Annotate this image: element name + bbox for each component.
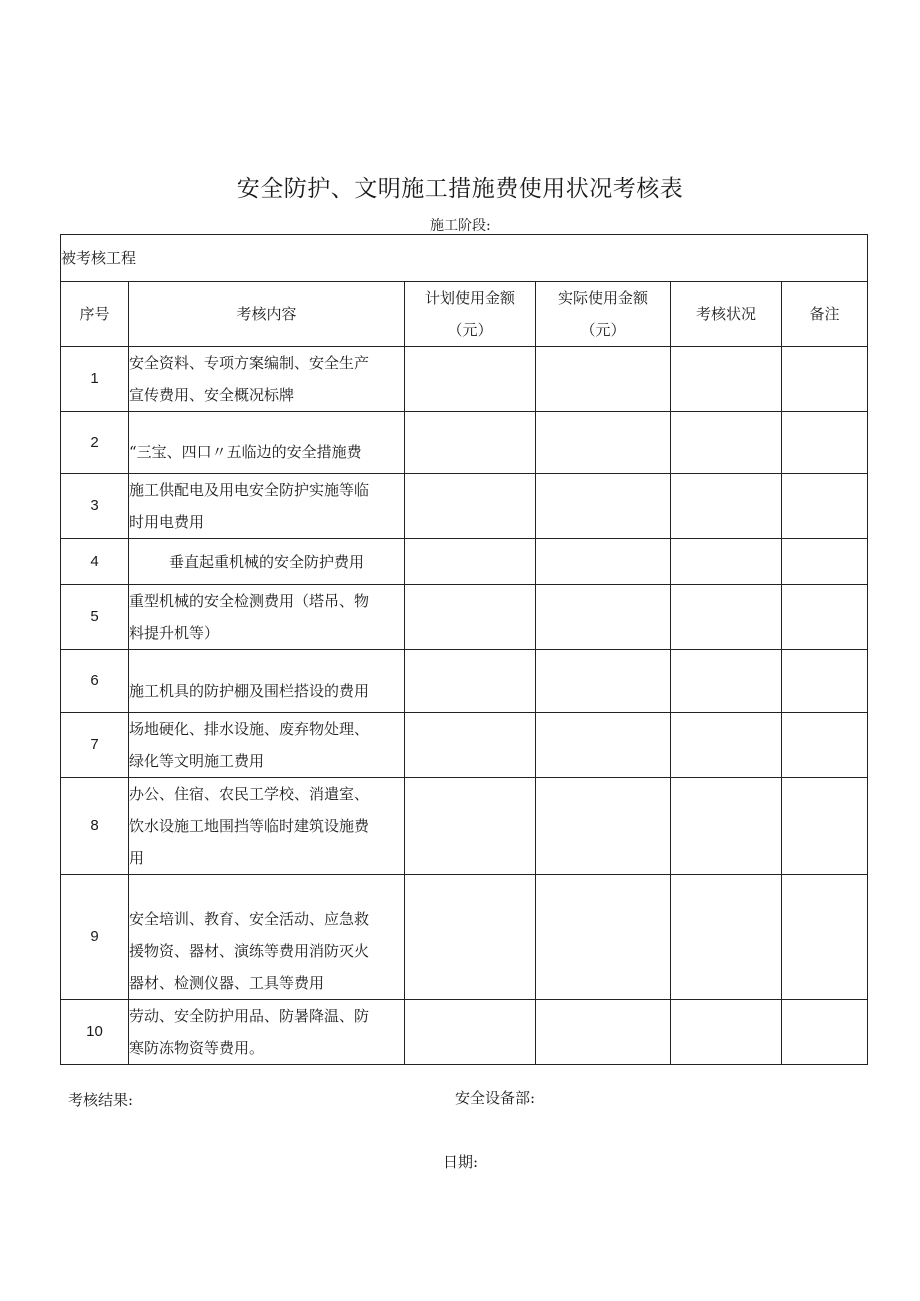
remark-cell[interactable] — [782, 347, 868, 412]
actual-amount-cell[interactable] — [536, 713, 671, 778]
row-content — [129, 539, 405, 585]
row-content — [129, 474, 405, 539]
remark-cell[interactable] — [782, 474, 868, 539]
safety-dept-label: 安全设备部: — [455, 1089, 536, 1107]
planned-amount-cell[interactable] — [405, 347, 536, 412]
actual-amount-cell[interactable] — [536, 585, 671, 650]
row-content-line: 饮水设施工地围挡等临时建筑设施费 — [129, 817, 370, 835]
header-remark: 备注 — [782, 282, 868, 347]
header-actual-line1: 实际使用金额 — [557, 289, 648, 307]
status-cell[interactable] — [671, 778, 782, 875]
row-content — [129, 713, 405, 778]
row-content-line: 垂直起重机械的安全防护费用 — [168, 552, 364, 571]
status-cell[interactable] — [671, 412, 782, 474]
planned-amount-cell[interactable] — [405, 778, 536, 875]
actual-amount-cell[interactable] — [536, 778, 671, 875]
header-seq: 序号 — [61, 282, 129, 347]
row-number: 5 — [61, 585, 129, 650]
planned-amount-cell[interactable] — [405, 713, 536, 778]
table-row — [61, 778, 868, 875]
actual-amount-cell[interactable] — [536, 1000, 671, 1065]
status-cell[interactable] — [671, 539, 782, 585]
row-content-line: “三宝、四口〃五临边的安全措施费 — [129, 443, 362, 461]
status-cell[interactable] — [671, 875, 782, 1000]
row-number: 4 — [61, 539, 129, 585]
row-number: 9 — [61, 875, 129, 1000]
table-row — [61, 539, 868, 585]
remark-cell[interactable] — [782, 412, 868, 474]
row-content-line: 劳动、安全防护用品、防暑降温、防 — [129, 1007, 370, 1025]
row-number: 7 — [61, 713, 129, 778]
row-number: 10 — [61, 1000, 129, 1065]
header-planned-line2: （元） — [447, 321, 493, 339]
row-content-line: 用 — [129, 849, 145, 867]
table-row — [61, 585, 868, 650]
actual-amount-cell[interactable] — [536, 650, 671, 713]
assessment-table — [60, 234, 868, 1065]
actual-amount-cell[interactable] — [536, 539, 671, 585]
construction-stage-label: 施工阶段: — [430, 218, 491, 234]
row-content — [129, 585, 405, 650]
row-content-line: 场地硬化、排水设施、废弃物处理、 — [129, 720, 370, 738]
planned-amount-cell[interactable] — [405, 1000, 536, 1065]
row-content-line: 施工机具的防护棚及围栏搭设的费用 — [129, 682, 370, 700]
table-row — [61, 650, 868, 713]
status-cell[interactable] — [671, 585, 782, 650]
row-content-line: 器材、检测仪器、工具等费用 — [129, 974, 325, 992]
project-row — [61, 235, 868, 282]
row-content-line: 办公、住宿、农民工学校、消遣室、 — [129, 785, 370, 803]
status-cell[interactable] — [671, 347, 782, 412]
row-number: 1 — [61, 347, 129, 412]
actual-amount-cell[interactable] — [536, 875, 671, 1000]
remark-cell[interactable] — [782, 539, 868, 585]
row-number: 2 — [61, 412, 129, 474]
row-content-line: 援物资、器材、演练等费用消防灭火 — [129, 942, 370, 960]
planned-amount-cell[interactable] — [405, 650, 536, 713]
project-label: 被考核工程 — [61, 235, 868, 282]
row-content — [129, 778, 405, 875]
table-row — [61, 875, 868, 1000]
actual-amount-cell[interactable] — [536, 412, 671, 474]
row-content-line: 料提升机等） — [129, 624, 220, 642]
row-content-line: 时用电费用 — [129, 513, 205, 531]
row-content-line: 重型机械的安全检测费用（塔吊、物 — [129, 592, 370, 610]
row-content — [129, 1000, 405, 1065]
status-cell[interactable] — [671, 650, 782, 713]
row-content — [129, 412, 405, 474]
row-content-line: 安全资料、专项方案编制、安全生产 — [129, 354, 370, 372]
status-cell[interactable] — [671, 713, 782, 778]
status-cell[interactable] — [671, 474, 782, 539]
planned-amount-cell[interactable] — [405, 474, 536, 539]
header-planned-amount — [405, 282, 536, 347]
remark-cell[interactable] — [782, 1000, 868, 1065]
form-title: 安全防护、文明施工措施费使用状况考核表 — [236, 176, 684, 202]
header-actual-amount — [536, 282, 671, 347]
row-content-line: 宣传费用、安全概况标牌 — [129, 386, 295, 404]
planned-amount-cell[interactable] — [405, 412, 536, 474]
row-content-line: 施工供配电及用电安全防护实施等临 — [129, 481, 370, 499]
date-label: 日期: — [443, 1153, 479, 1171]
header-content: 考核内容 — [129, 282, 405, 347]
table-row — [61, 713, 868, 778]
table-row — [61, 474, 868, 539]
remark-cell[interactable] — [782, 713, 868, 778]
row-number: 3 — [61, 474, 129, 539]
row-number: 6 — [61, 650, 129, 713]
planned-amount-cell[interactable] — [405, 539, 536, 585]
remark-cell[interactable] — [782, 875, 868, 1000]
row-content-line: 安全培训、教育、安全活动、应急救 — [129, 910, 370, 928]
row-content-line: 寒防冻物资等费用。 — [129, 1039, 265, 1057]
row-number: 8 — [61, 778, 129, 875]
remark-cell[interactable] — [782, 778, 868, 875]
header-actual-line2: （元） — [580, 321, 626, 339]
row-content — [129, 650, 405, 713]
row-content-line: 绿化等文明施工费用 — [129, 752, 265, 770]
header-planned-line1: 计划使用金额 — [424, 289, 515, 307]
header-row — [61, 282, 868, 347]
result-label: 考核结果: — [68, 1091, 134, 1109]
planned-amount-cell[interactable] — [405, 875, 536, 1000]
remark-cell[interactable] — [782, 585, 868, 650]
table-row — [61, 412, 868, 474]
table-row — [61, 347, 868, 412]
row-content — [129, 347, 405, 412]
remark-cell[interactable] — [782, 650, 868, 713]
planned-amount-cell[interactable] — [405, 585, 536, 650]
status-cell[interactable] — [671, 1000, 782, 1065]
header-status: 考核状况 — [671, 282, 782, 347]
table-row — [61, 1000, 868, 1065]
actual-amount-cell[interactable] — [536, 347, 671, 412]
actual-amount-cell[interactable] — [536, 474, 671, 539]
row-content — [129, 875, 405, 1000]
